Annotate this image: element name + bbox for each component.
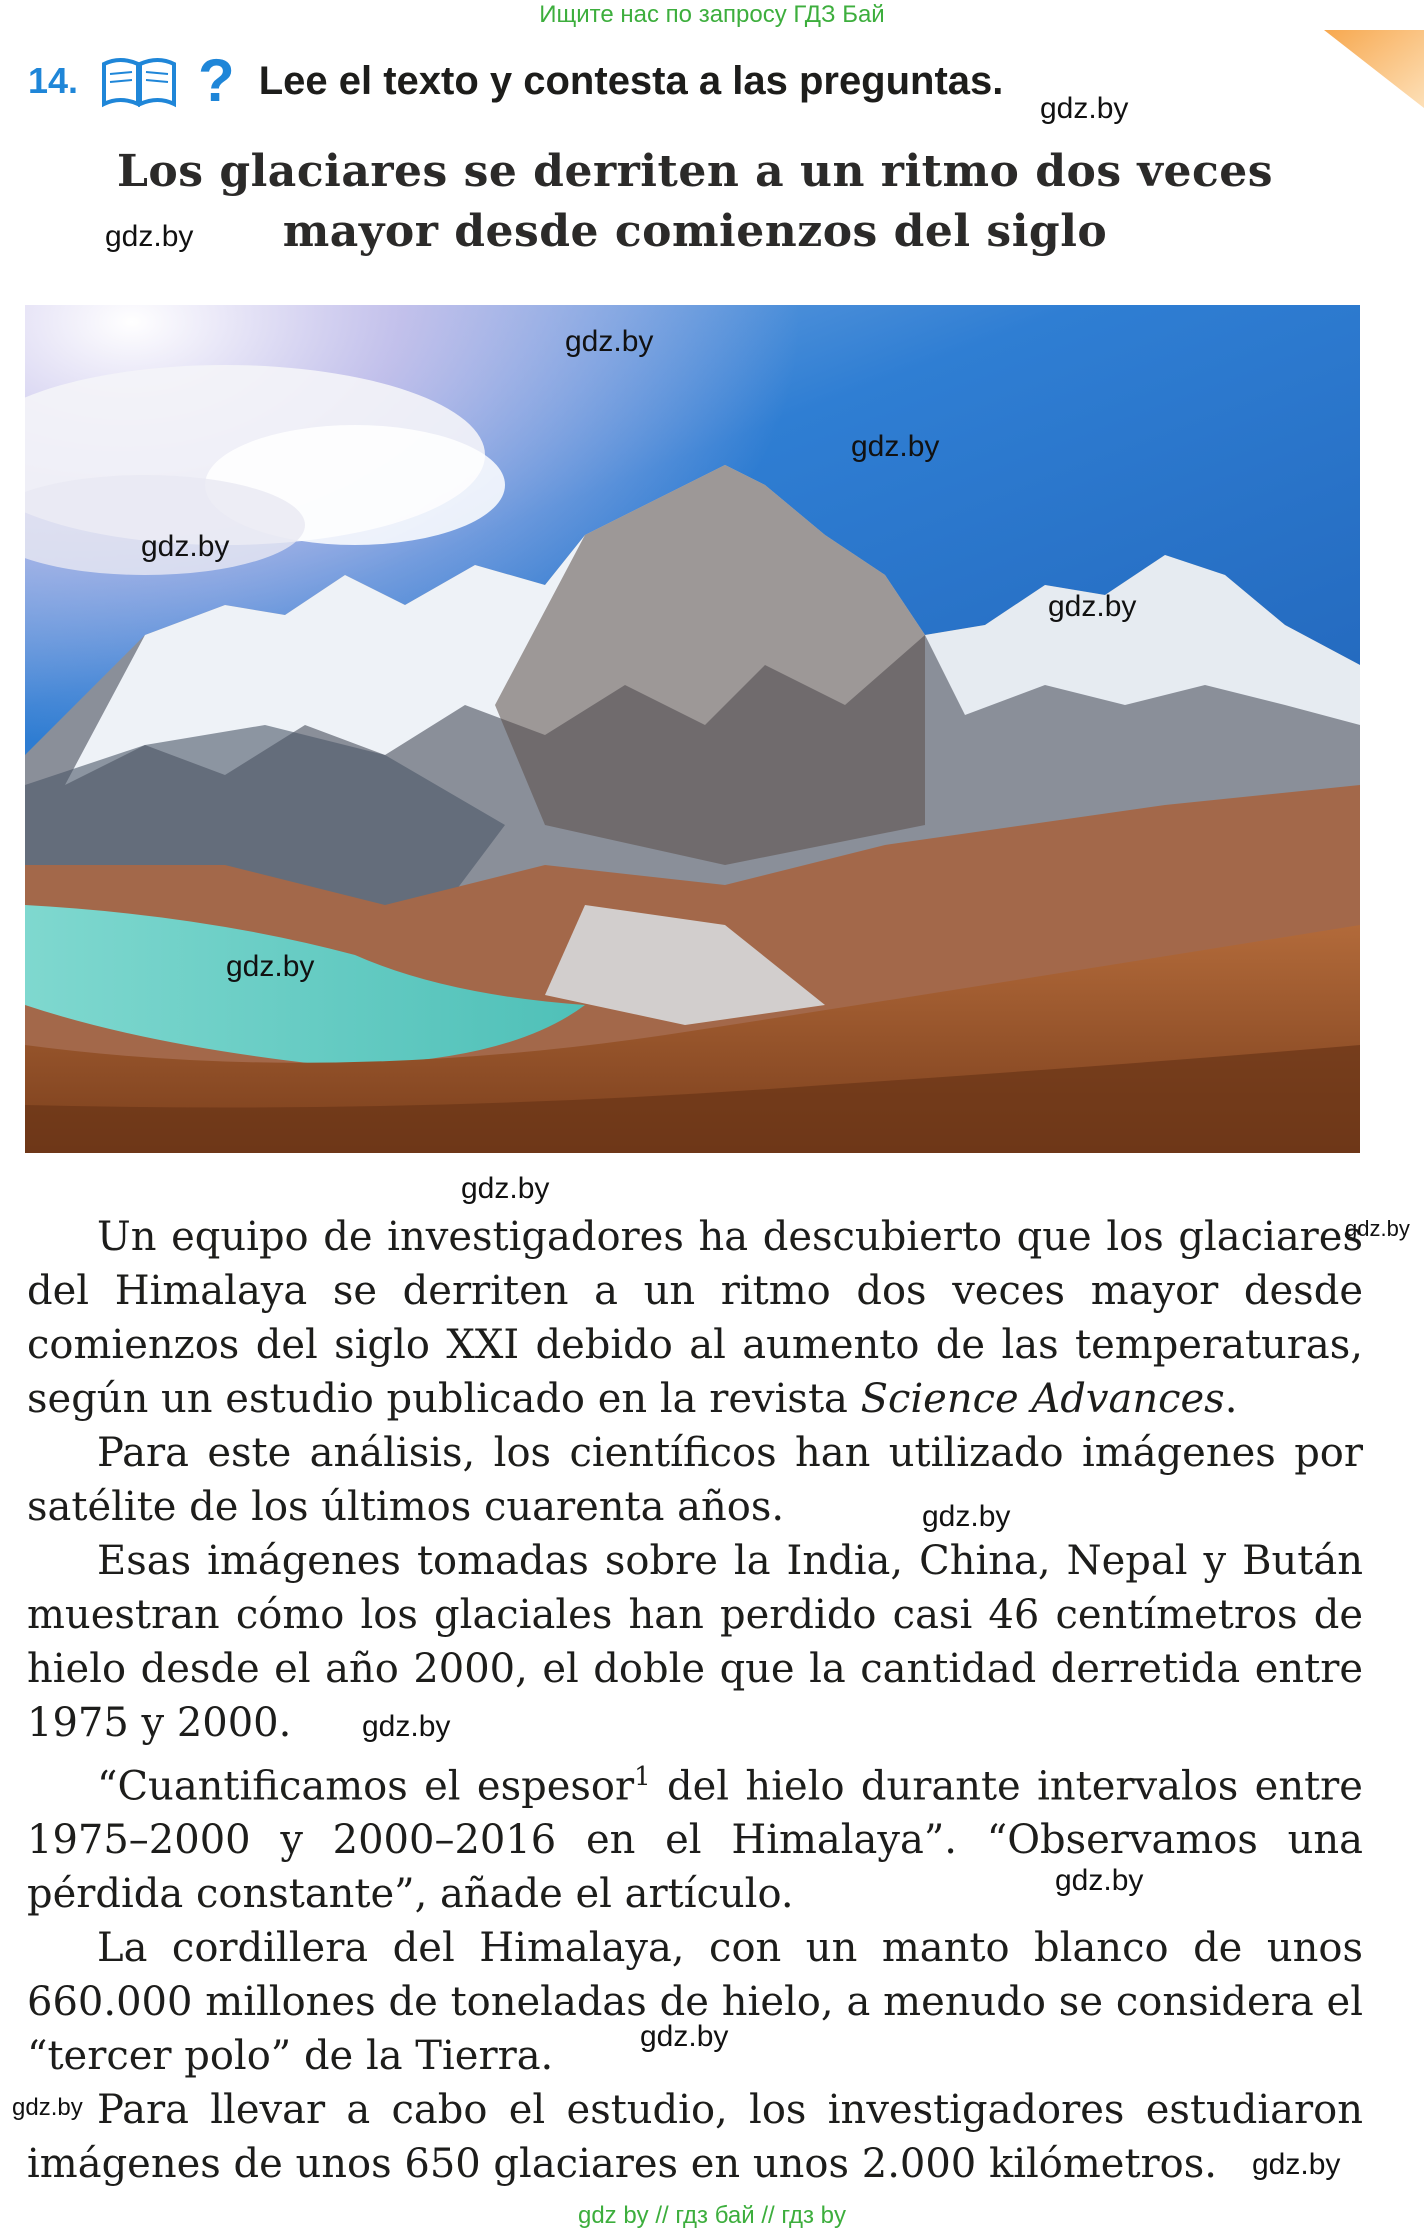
- paragraph-4: “Cuantificamos el espesor$^1$ del hielo durante intervalos entre 1975–2000 y 2000–2016 en el Himalaya”. “Observamos una pérdida constante”, añade el artículo.: [27, 1762, 1363, 1918]
- top-banner[interactable]: Ищите нас по запросу ГДЗ Бай: [539, 1, 885, 28]
- question-mark-icon: ?: [198, 47, 235, 114]
- watermark: gdz.by: [226, 950, 315, 983]
- footer-links[interactable]: gdz by // гдз бай // гдз by: [577, 2202, 847, 2229]
- article-title-line-1: Los glaciares se derriten a un ritmo dos veces: [116, 146, 1274, 197]
- himalaya-glacier-photo: [25, 305, 1360, 1153]
- watermark: gdz.by: [851, 430, 940, 463]
- exercise-number: 14.: [28, 60, 79, 101]
- paragraph-1: Un equipo de investigadores ha descubierto que los glaciares del Himalaya se derriten a un ritmo dos veces mayor desde comienzos del siglo XXI debido al aumento de las temperaturas, según un estudio publicado en la revista Science Advances.: [27, 1214, 1363, 1422]
- watermark: gdz.by: [565, 325, 654, 358]
- watermark: gdz.by: [105, 220, 194, 253]
- watermark: gdz.by: [1048, 590, 1137, 623]
- watermark: gdz.by: [362, 1710, 451, 1743]
- journal-name: Science Advances: [860, 1376, 1225, 1422]
- paragraph-5: La cordillera del Himalaya, con un manto blanco de unos 660.000 millones de toneladas de hielo, a menudo se considera el “tercer polo” de la Tierra.: [27, 1925, 1363, 2080]
- instruction-text: Lee el texto y contesta a las preguntas.: [258, 58, 1004, 103]
- exercise-header: [28, 46, 1003, 116]
- watermark: gdz.by: [1345, 1216, 1410, 1241]
- watermark: gdz.by: [1252, 2148, 1341, 2181]
- paragraph-3: Esas imágenes tomadas sobre la India, China, Nepal y Bután muestran cómo los glaciales han perdido casi 46 centímetros de hielo desde el año 2000, el doble que la cantidad derretida entre 1975 y 2000.: [27, 1538, 1363, 1746]
- paragraph-2: Para este análisis, los científicos han utilizado imágenes por satélite de los últimos cuarenta años.: [27, 1430, 1363, 1530]
- watermark: gdz.by: [1040, 92, 1129, 125]
- article-title-line-2: mayor desde comienzos del siglo: [282, 206, 1108, 257]
- open-book-icon: [100, 54, 178, 108]
- paragraph-6: Para llevar a cabo el estudio, los investigadores estudiaron imágenes de unos 650 glaciares en unos 2.000 kilómetros.: [27, 2087, 1363, 2188]
- watermark: gdz.by: [922, 1500, 1011, 1533]
- watermark: gdz.by: [640, 2020, 729, 2053]
- footnote-marker: 1: [634, 1762, 651, 1792]
- watermark: gdz.by: [141, 530, 230, 563]
- watermark: gdz.by: [1055, 1864, 1144, 1897]
- watermark: gdz.by: [461, 1172, 550, 1205]
- watermark: gdz.by: [12, 2094, 83, 2121]
- article-title: [0, 142, 1390, 262]
- corner-tab-icon: [1324, 30, 1424, 110]
